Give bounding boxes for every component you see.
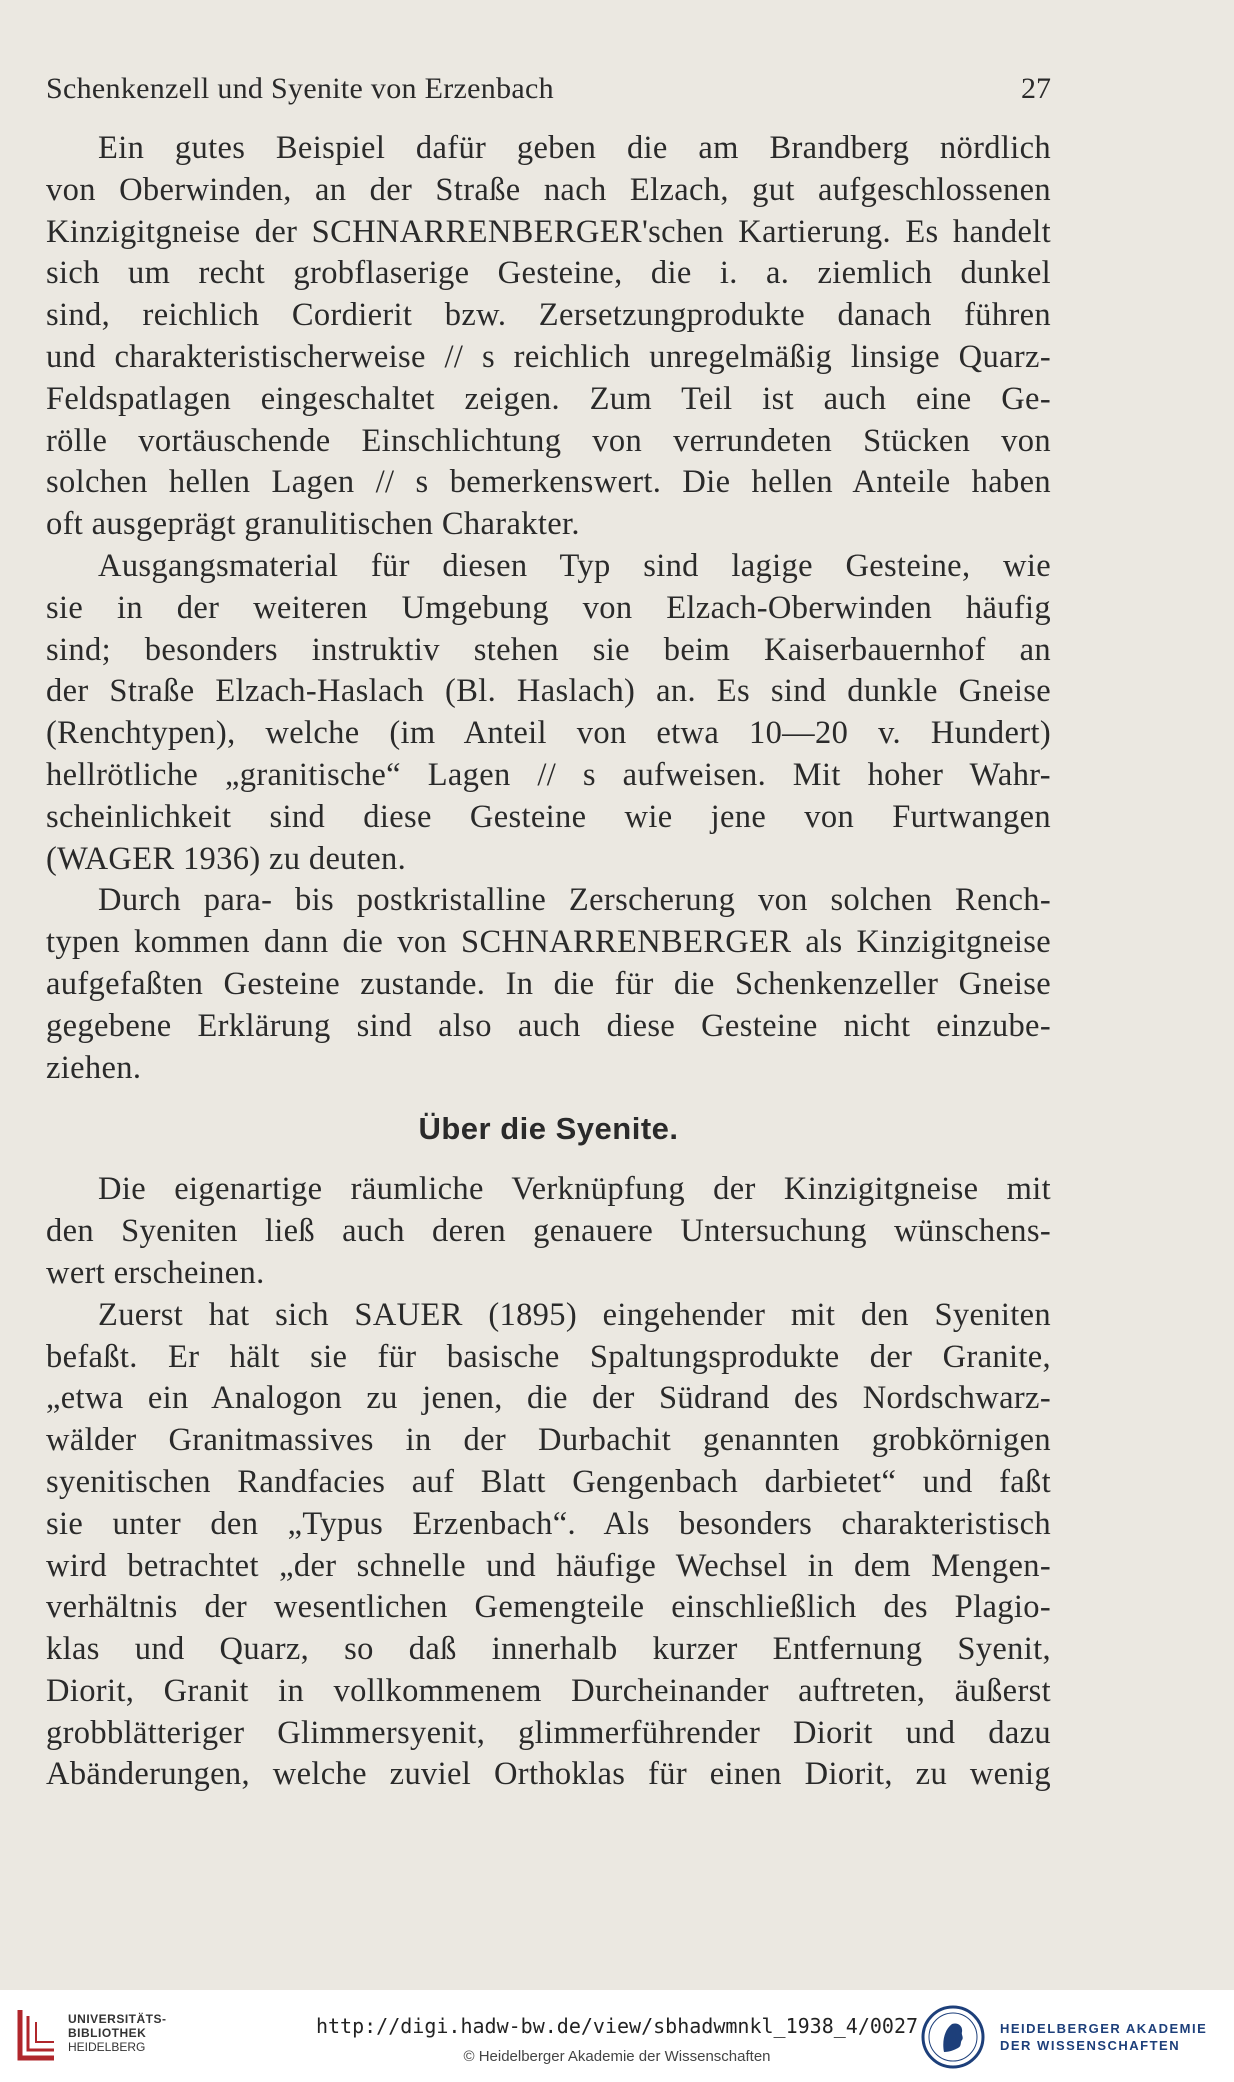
text-line: (Renchtypen), welche (im Anteil von etwa 10—20 v. Hundert)	[46, 715, 1051, 752]
academy-logo-text	[1000, 2020, 1207, 2054]
footer-bar	[0, 1990, 1234, 2082]
paragraph-5	[46, 1295, 1051, 1797]
text-line: von Oberwinden, an der Straße nach Elzach, gut aufgeschlossenen	[46, 171, 1051, 208]
text-line: Durch para- bis postkristalline Zerscherung von solchen Rench-	[98, 882, 1051, 919]
text-line: klas und Quarz, so daß innerhalb kurzer Entfernung Syenit,	[46, 1631, 1051, 1668]
academy-logo[interactable]	[920, 2004, 1220, 2070]
text-line: Ausgangsmaterial für diesen Typ sind lagige Gesteine, wie	[98, 547, 1051, 584]
text-line: wälder Granitmassives in der Durbachit genannten grobkörnigen	[46, 1422, 1051, 1459]
text-line: Feldspatlagen eingeschaltet zeigen. Zum Teil ist auch eine Ge-	[46, 380, 1051, 417]
text-line: scheinlichkeit sind diese Gesteine wie jene von Furtwangen	[46, 798, 1051, 835]
paragraph-1	[46, 128, 1051, 546]
text-line: (WAGER 1936) zu deuten.	[46, 840, 407, 877]
logo-line: BIBLIOTHEK	[68, 2026, 147, 2040]
text-line: Diorit, Granit in vollkommenem Durcheinander auftreten, äußerst	[46, 1672, 1051, 1709]
page-header	[46, 72, 1051, 116]
page-number: 27	[1021, 72, 1051, 105]
text-line: grobblätteriger Glimmersyenit, glimmerführender Diorit und dazu	[46, 1714, 1051, 1751]
text-line: wird betrachtet „der schnelle und häufige Wechsel in dem Mengen-	[46, 1547, 1051, 1584]
text-line: „etwa ein Analogon zu jenen, die der Südrand des Nordschwarz-	[46, 1380, 1051, 1417]
text-line: Die eigenartige räumliche Verknüpfung der Kinzigitgneise mit	[98, 1171, 1051, 1208]
text-line: wert erscheinen.	[46, 1254, 265, 1291]
academy-seal-icon	[920, 2004, 986, 2070]
running-head: Schenkenzell und Syenite von Erzenbach	[46, 72, 554, 105]
text-line: Kinzigitgneise der SCHNARRENBERGER'schen Kartierung. Es handelt	[46, 213, 1051, 250]
permalink-url[interactable]: http://digi.hadw-bw.de/view/sbhadwmnkl_1938_4/0027	[315, 2014, 919, 2038]
text-line: solchen hellen Lagen // s bemerkenswert. Die hellen Anteile haben	[46, 464, 1051, 501]
text-line: Abänderungen, welche zuviel Orthoklas für einen Diorit, zu wenig	[46, 1756, 1051, 1793]
text-line: rölle vortäuschende Einschlichtung von verrundeten Stücken von	[46, 422, 1051, 459]
text-line: hellrötliche „granitische“ Lagen // s aufweisen. Mit hoher Wahr-	[46, 756, 1051, 793]
text-line: befaßt. Er hält sie für basische Spaltungsprodukte der Granite,	[46, 1338, 1051, 1375]
text-line: ziehen.	[46, 1049, 142, 1086]
logo-line: DER WISSENSCHAFTEN	[1000, 2038, 1181, 2053]
text-line: aufgefaßten Gesteine zustande. In die für die Schenkenzeller Gneise	[46, 965, 1051, 1002]
text-line: verhältnis der wesentlichen Gemengteile einschließlich des Plagio-	[46, 1589, 1051, 1626]
text-line: gegebene Erklärung sind also auch diese Gesteine nicht einzube-	[46, 1007, 1051, 1044]
logo-line: UNIVERSITÄTS-	[68, 2012, 167, 2026]
logo-line: HEIDELBERGER AKADEMIE	[1000, 2021, 1208, 2036]
text-line: der Straße Elzach-Haslach (Bl. Haslach) an. Es sind dunkle Gneise	[46, 673, 1051, 710]
paragraph-3	[46, 880, 1051, 1089]
text-line: sind, reichlich Cordierit bzw. Zersetzungprodukte danach führen	[46, 297, 1051, 334]
text-line: und charakteristischerweise // s reichlich unregelmäßig linsige Quarz-	[46, 338, 1051, 375]
text-line: syenitischen Randfacies auf Blatt Gengenbach darbietet“ und faßt	[46, 1463, 1051, 1500]
logo-line: HEIDELBERG	[68, 2040, 146, 2054]
paragraph-2	[46, 546, 1051, 880]
text-line: Zuerst hat sich SAUER (1895) eingehender mit den Syeniten	[98, 1296, 1051, 1333]
text-line: sie in der weiteren Umgebung von Elzach-Oberwinden häufig	[46, 589, 1051, 626]
text-line: sind; besonders instruktiv stehen sie beim Kaiserbauernhof an	[46, 631, 1051, 668]
section-heading: Über die Syenite.	[418, 1111, 679, 1147]
text-line: sich um recht grobflaserige Gesteine, die i. a. ziemlich dunkel	[46, 255, 1051, 292]
body-text	[46, 128, 1051, 1796]
text-line: oft ausgeprägt granulitischen Charakter.	[46, 506, 580, 543]
text-line: den Syeniten ließ auch deren genauere Untersuchung wünschens-	[46, 1213, 1051, 1250]
text-line: sie unter den „Typus Erzenbach“. Als besonders charakteristisch	[46, 1505, 1051, 1542]
paragraph-4	[46, 1169, 1051, 1294]
copyright-notice: © Heidelberger Akademie der Wissenschaften	[463, 2048, 771, 2065]
text-line: typen kommen dann die von SCHNARRENBERGER als Kinzigitgneise	[46, 924, 1051, 961]
text-line: Ein gutes Beispiel dafür geben die am Brandberg nördlich	[98, 130, 1051, 166]
